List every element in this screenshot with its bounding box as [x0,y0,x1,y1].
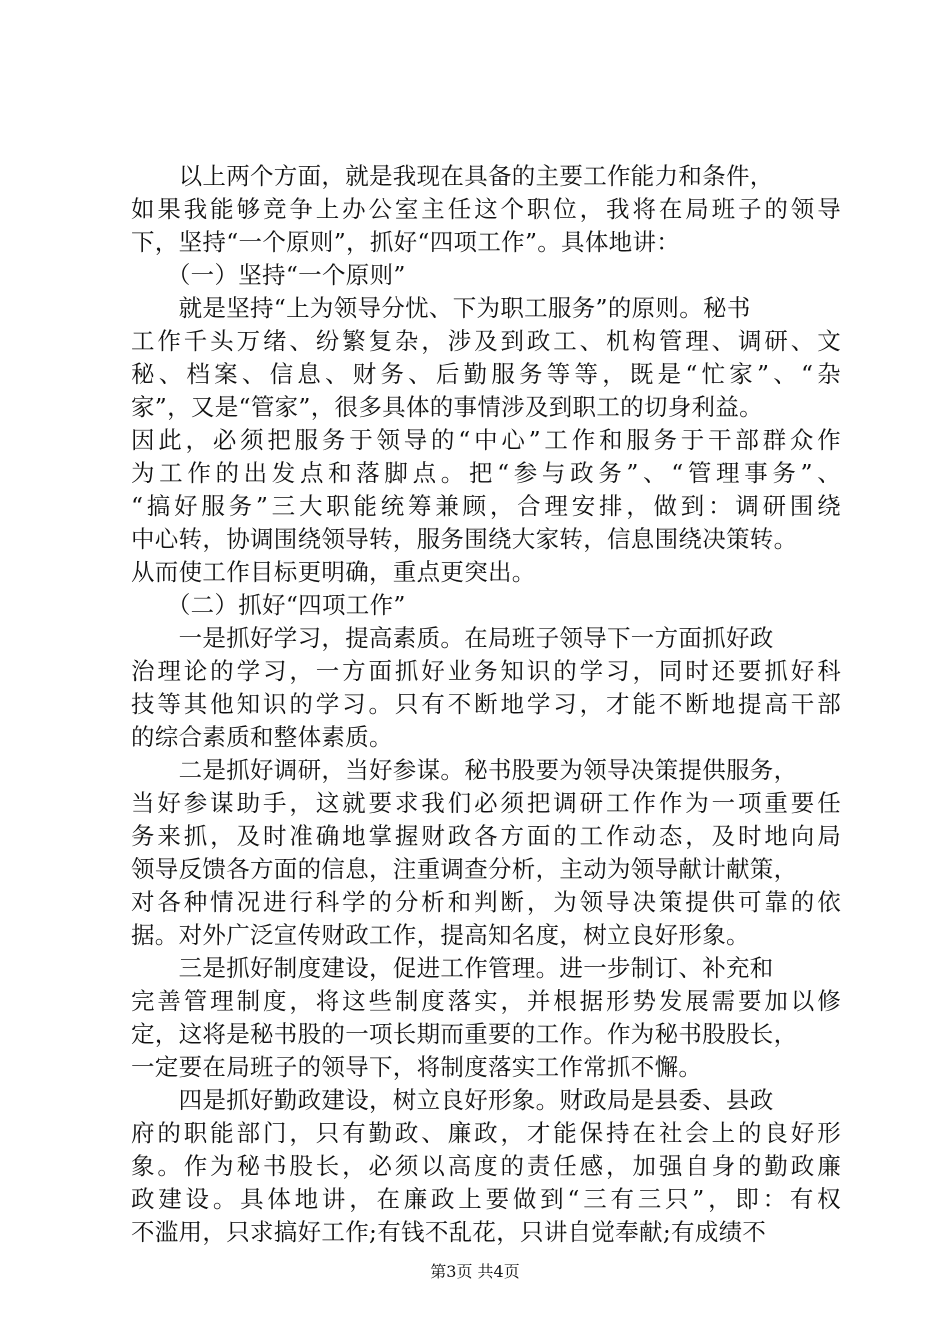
text-line: 为工作的出发点和落脚点。把“参与政务”、“管理事务”、 [131,459,841,487]
text-line: 秘、档案、信息、财务、后勤服务等等，既是“忙家”、“杂 [131,360,841,388]
text-line: 如果我能够竞争上办公室主任这个职位，我将在局班子的领导 [131,195,841,223]
text-line: 四是抓好勤政建设，树立良好形象。财政局是县委、县政 [131,1086,774,1114]
section-heading: （一）坚持“一个原则” [131,261,406,289]
text-line: 府的职能部门，只有勤政、廉政，才能保持在社会上的良好形 [131,1119,841,1147]
text-line: 的综合素质和整体素质。 [131,723,393,751]
section-heading: （二）抓好“四项工作” [131,591,406,619]
text-line: 一定要在局班子的领导下，将制度落实工作常抓不懈。 [131,1053,703,1081]
text-line: 中心转，协调围绕领导转，服务围绕大家转，信息围绕决策转。 [131,525,798,553]
text-line: 务来抓，及时准确地掌握财政各方面的工作动态，及时地向局 [131,822,841,850]
text-line: 领导反馈各方面的信息，注重调查分析，主动为领导献计献策， [131,855,798,883]
text-line: 技等其他知识的学习。只有不断地学习，才能不断地提高干部 [131,690,841,718]
text-line: 二是抓好调研，当好参谋。秘书股要为领导决策提供服务， [131,756,798,784]
text-line: 象。作为秘书股长，必须以高度的责任感，加强自身的勤政廉 [131,1152,841,1180]
text-line: 据。对外广泛宣传财政工作，提高知名度，树立良好形象。 [131,921,750,949]
text-line: 政建设。具体地讲，在廉政上要做到“三有三只”，即：有权 [131,1185,841,1213]
text-line: 不滥用，只求搞好工作;有钱不乱花，只讲自觉奉献;有成绩不 [131,1218,767,1246]
text-line: 对各种情况进行科学的分析和判断，为领导决策提供可靠的依 [131,888,841,916]
text-line: 因此，必须把服务于领导的“中心”工作和服务于干部群众作 [131,426,841,454]
text-line: 三是抓好制度建设，促进工作管理。进一步制订、补充和 [131,954,774,982]
text-line: “搞好服务”三大职能统筹兼顾，合理安排，做到：调研围绕 [131,492,841,520]
document-body [131,160,841,1249]
text-line: 工作千头万绪、纷繁复杂，涉及到政工、机构管理、调研、文 [131,327,841,355]
text-line: 以上两个方面，就是我现在具备的主要工作能力和条件， [131,162,774,190]
text-line: 一是抓好学习，提高素质。在局班子领导下一方面抓好政 [131,624,774,652]
text-line: 当好参谋助手，这就要求我们必须把调研工作作为一项重要任 [131,789,841,817]
text-line: 定，这将是秘书股的一项长期而重要的工作。作为秘书股股长， [131,1020,798,1048]
text-line: 从而使工作目标更明确，重点更突出。 [131,558,536,586]
page-number-footer: 第3页 共4页 [430,1262,520,1281]
text-line: 就是坚持“上为领导分忧、下为职工服务”的原则。秘书 [131,294,751,322]
text-line: 完善管理制度，将这些制度落实，并根据形势发展需要加以修 [131,987,841,1015]
text-line: 下，坚持“一个原则”，抓好“四项工作”。具体地讲： [131,228,681,256]
text-line: 家”，又是“管家”，很多具体的事情涉及到职工的切身利益。 [131,393,763,421]
text-line: 治理论的学习，一方面抓好业务知识的学习，同时还要抓好科 [131,657,841,685]
